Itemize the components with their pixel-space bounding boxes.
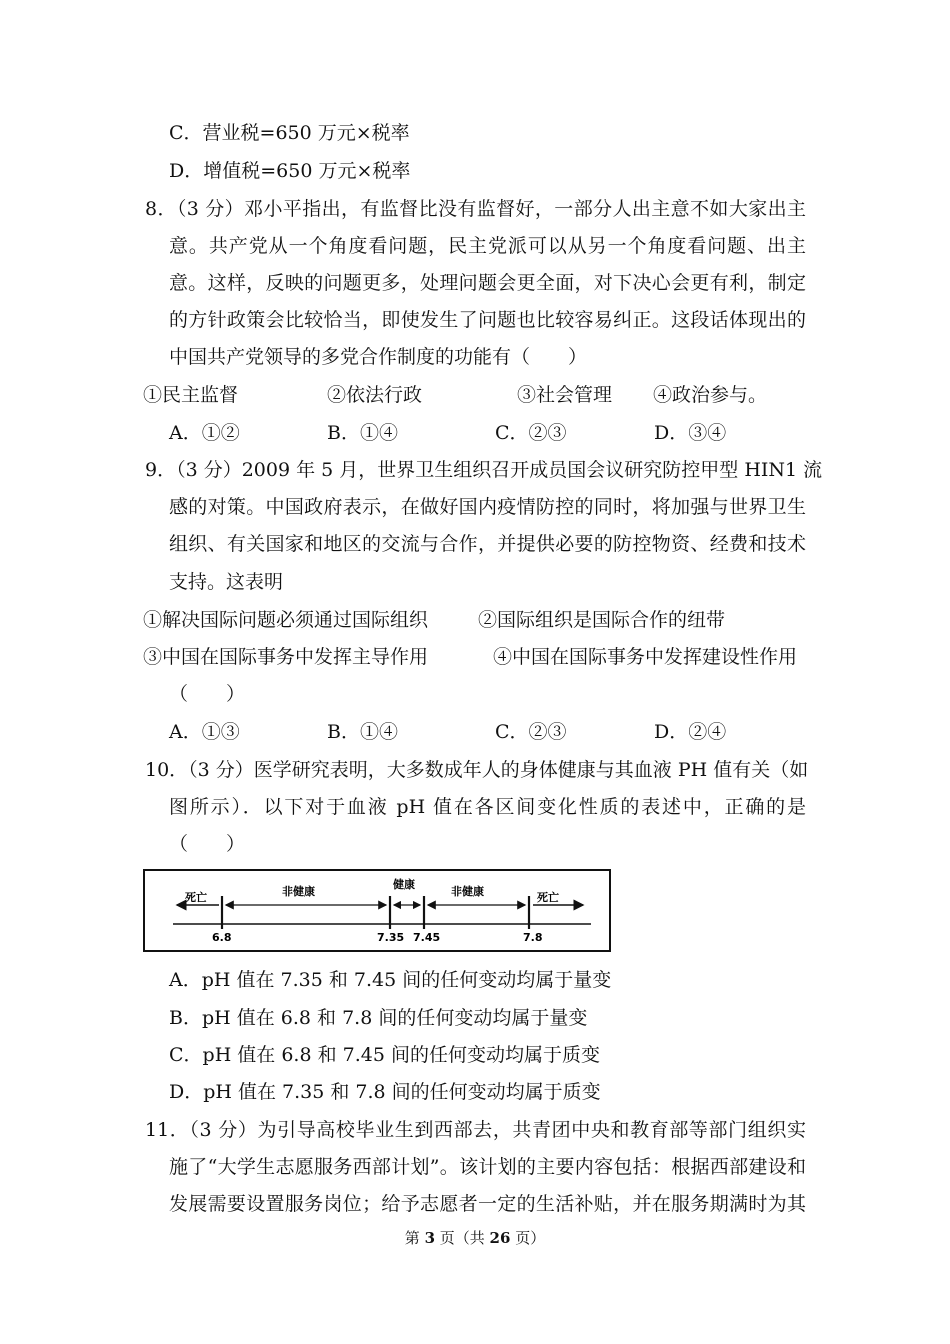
q8-statements (143, 382, 767, 408)
q9-option-a: A．①③ (169, 721, 240, 743)
tick-label-7-35: 7.35 (377, 931, 405, 944)
q10-option-b: B．pH 值在 6.8 和 7.8 间的任何变动均属于量变 (169, 1007, 588, 1029)
footer-page-number: 3 (424, 1229, 435, 1247)
q8-stem-line-2: 意。共产党从一个角度看问题，民主党派可以从另一个角度看问题、出主 (169, 235, 806, 257)
footer-total-pages: 26 (489, 1229, 511, 1247)
q10-stem-line-2: 图所示）．以下对于血液 pH 值在各区间变化性质的表述中，正确的是 (169, 796, 806, 818)
q8-stem-line-4: 的方针政策会比较恰当，即使发生了问题也比较容易纠正。这段话体现出的 (169, 309, 806, 331)
q9-statement-1: ①解决国际问题必须通过国际组织 (143, 609, 429, 631)
q8-stem-line-5: 中国共产党领导的多党合作制度的功能有（ ） (169, 346, 588, 368)
label-death-right: 死亡 (537, 891, 559, 904)
q9-stem-line-2: 感的对策。中国政府表示，在做好国内疫情防控的同时，将加强与世界卫生 (169, 496, 806, 518)
q8-statement-4: ④政治参与。 (653, 384, 768, 406)
q8-option-b: B．①④ (327, 422, 398, 444)
q9-statements-row-2 (143, 644, 797, 670)
q9-stem-line-3: 组织、有关国家和地区的交流与合作，并提供必要的防控物资、经费和技术 (169, 533, 806, 555)
q11-stem-line-1: 11．（3 分）为引导高校毕业生到西部去，共青团中央和教育部等部门组织实 (145, 1119, 806, 1141)
label-unhealthy-right: 非健康 (451, 885, 484, 898)
tick-label-7-8: 7.8 (523, 931, 543, 944)
q9-option-b: B．①④ (327, 721, 398, 743)
ph-range-figure (143, 869, 611, 952)
q9-answer-paren: （ ） (169, 683, 246, 705)
q8-statement-1: ①民主监督 (143, 384, 239, 406)
tick-label-6-8: 6.8 (212, 931, 232, 944)
label-unhealthy-left: 非健康 (282, 885, 315, 898)
q9-stem-line-4: 支持。这表明 (169, 571, 284, 593)
q8-stem-line-3: 意。这样，反映的问题更多，处理问题会更全面，对下决心会更有利，制定 (169, 272, 806, 294)
page-footer (0, 1228, 950, 1248)
footer-mid: 页（共 (435, 1229, 490, 1247)
q8-options (169, 420, 726, 446)
q9-statement-2: ②国际组织是国际合作的纽带 (478, 609, 726, 631)
q9-statements-row-1 (143, 607, 725, 633)
q8-statement-2: ②依法行政 (327, 384, 423, 406)
tick-label-7-45: 7.45 (413, 931, 441, 944)
q8-option-d: D．③④ (654, 422, 727, 444)
footer-prefix: 第 (404, 1229, 425, 1247)
q10-option-a: A．pH 值在 7.35 和 7.45 间的任何变动均属于量变 (169, 969, 612, 991)
q9-statement-4: ④中国在国际事务中发挥建设性作用 (493, 646, 798, 668)
footer-suffix: 页） (510, 1229, 546, 1247)
q9-option-c: C．②③ (495, 721, 567, 743)
q8-stem-line-1: 8．（3 分）邓小平指出，有监督比没有监督好，一部分人出主意不如大家出主 (145, 198, 806, 220)
q10-answer-paren: （ ） (169, 833, 246, 855)
q8-option-a: A．①② (169, 422, 240, 444)
q9-statement-3: ③中国在国际事务中发挥主导作用 (143, 646, 429, 668)
q10-option-c: C．pH 值在 6.8 和 7.45 间的任何变动均属于质变 (169, 1044, 600, 1066)
q11-stem-line-3: 发展需要设置服务岗位；给予志愿者一定的生活补贴，并在服务期满时为其 (169, 1193, 806, 1215)
label-death-left: 死亡 (185, 891, 207, 904)
ph-range-diagram (145, 871, 609, 950)
q7-option-c: C．营业税=650 万元×税率 (169, 122, 410, 144)
q7-option-d: D．增值税=650 万元×税率 (169, 160, 411, 182)
q11-stem-line-2: 施了“大学生志愿服务西部计划”。该计划的主要内容包括：根据西部建设和 (169, 1156, 806, 1178)
q10-option-d: D．pH 值在 7.35 和 7.8 间的任何变动均属于质变 (169, 1081, 601, 1103)
q9-options (169, 719, 726, 745)
q9-option-d: D．②④ (654, 721, 727, 743)
q8-option-c: C．②③ (495, 422, 567, 444)
q8-statement-3: ③社会管理 (517, 384, 613, 406)
label-healthy: 健康 (393, 878, 415, 891)
q10-stem-line-1: 10．（3 分）医学研究表明，大多数成年人的身体健康与其血液 PH 值有关（如 (145, 759, 809, 781)
q9-stem-line-1: 9．（3 分）2009 年 5 月，世界卫生组织召开成员国会议研究防控甲型 HIN1 流 (145, 459, 823, 481)
